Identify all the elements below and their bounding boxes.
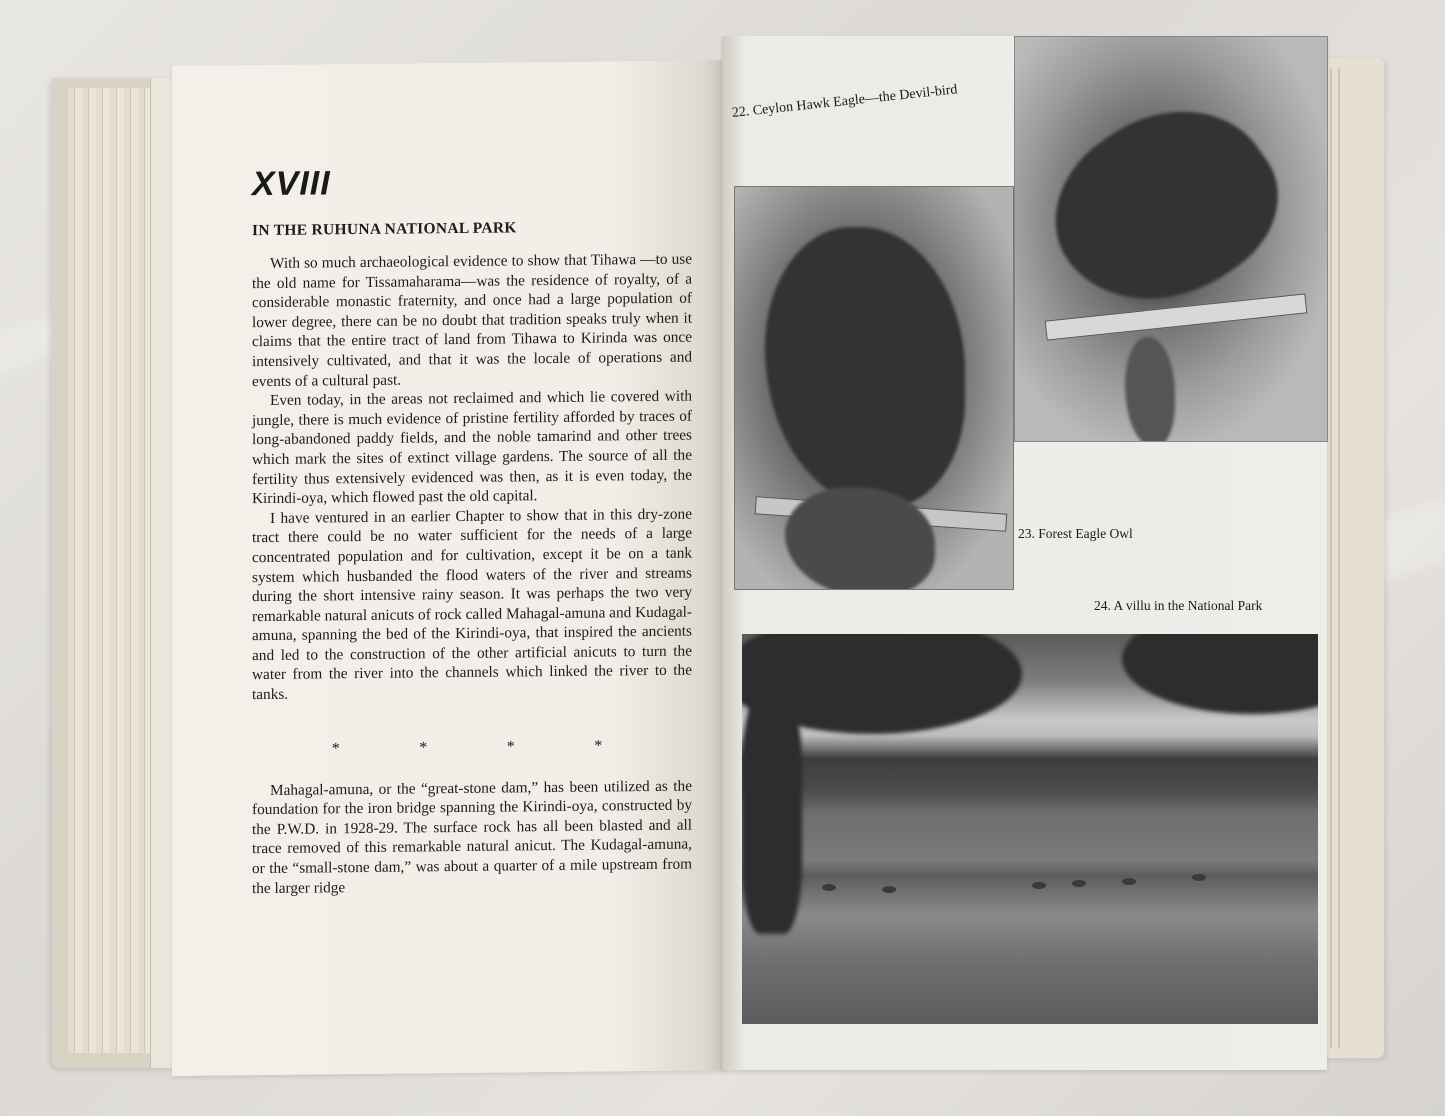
perch-bar (1045, 293, 1308, 340)
paragraph: Mahagal-amuna, or the “great-stone dam,” has been utilized as the foundation for the iron bridge spanning the Kirindi-oya, constructed by the P.W.D. in 1928-29. The surface rock has all been blasted and all trace removed of this remarkable natural anicut. The Kudagal-amuna, or the “small-stone dam,” was about a quarter of a mile upstream from the larger ridge (252, 777, 692, 897)
plate-caption-22: 22. Ceylon Hawk Eagle—the Devil-bird (731, 82, 959, 121)
book-right-cover (1322, 58, 1384, 1058)
tree-canopy (1122, 634, 1318, 714)
paragraph: Even today, in the areas not reclaimed and which lie covered with jungle, there is much evidence of pristine fertility afforded by traces of long-abandoned paddy fields, and the noble tamarind and other trees which mark the sites of extinct village gardens. The source of all the fertility thus extensively evidenced was then, as it is even today, the Kirindi-oya, which flowed past the old capital. (252, 387, 692, 508)
owl-silhouette (765, 227, 965, 507)
plate-photo-villu-national-park (742, 634, 1318, 1024)
plate-photo-ceylon-hawk-eagle (1014, 36, 1328, 442)
right-page (722, 36, 1327, 1070)
paragraph: I have ventured in an earlier Chapter to show that in this dry-zone tract there could be no water sufficient for the needs of a large concentrated population and for cultivation, except it be on a tank system which husbanded the flood waters of the river and streams during the short intensive rainy season. It was perhaps the two very remarkable natural anicuts of rock called Mahagal-amuna and Kudagal-amuna, spanning the bed of the Kirindi-oya, that inspired the ancients and led to the construction of the other artificial anicuts to turn the water from the river into the channels which linked the river to the tanks. (252, 505, 693, 704)
deer (1192, 874, 1206, 881)
section-star: * (331, 739, 340, 757)
section-star: * (419, 738, 428, 757)
deer (1122, 878, 1136, 885)
branch (1125, 337, 1175, 442)
stump (785, 487, 935, 590)
plate-caption-23: 23. Forest Eagle Owl (1018, 526, 1133, 541)
left-page (172, 60, 724, 1076)
tree-canopy (742, 694, 802, 934)
deer (822, 884, 836, 891)
deer (1072, 880, 1086, 887)
plate-photo-forest-eagle-owl (734, 186, 1014, 590)
paragraph: With so much archaeological evidence to show that Tihawa —to use the old name for Tissamaharama—was the residence of royalty, of a considerable monastic fraternity, and once had a large population of lower degree, there can be no doubt that tradition speaks truly when it claims that the entire tract of land from Tihawa to Kirinda was once intensively cultivated, and that it was the locale of operations and events of a cultural past. (252, 250, 692, 390)
deer (1032, 882, 1046, 889)
plate-caption-24: 24. A villu in the National Park (1094, 598, 1263, 613)
left-page-text (252, 161, 692, 899)
section-star: * (506, 738, 515, 756)
section-break (252, 736, 692, 759)
deer (882, 886, 896, 893)
section-star: * (594, 737, 603, 755)
chapter-title: IN THE RUHUNA NATIONAL PARK (252, 219, 517, 240)
chapter-number: XVIII (252, 164, 331, 204)
